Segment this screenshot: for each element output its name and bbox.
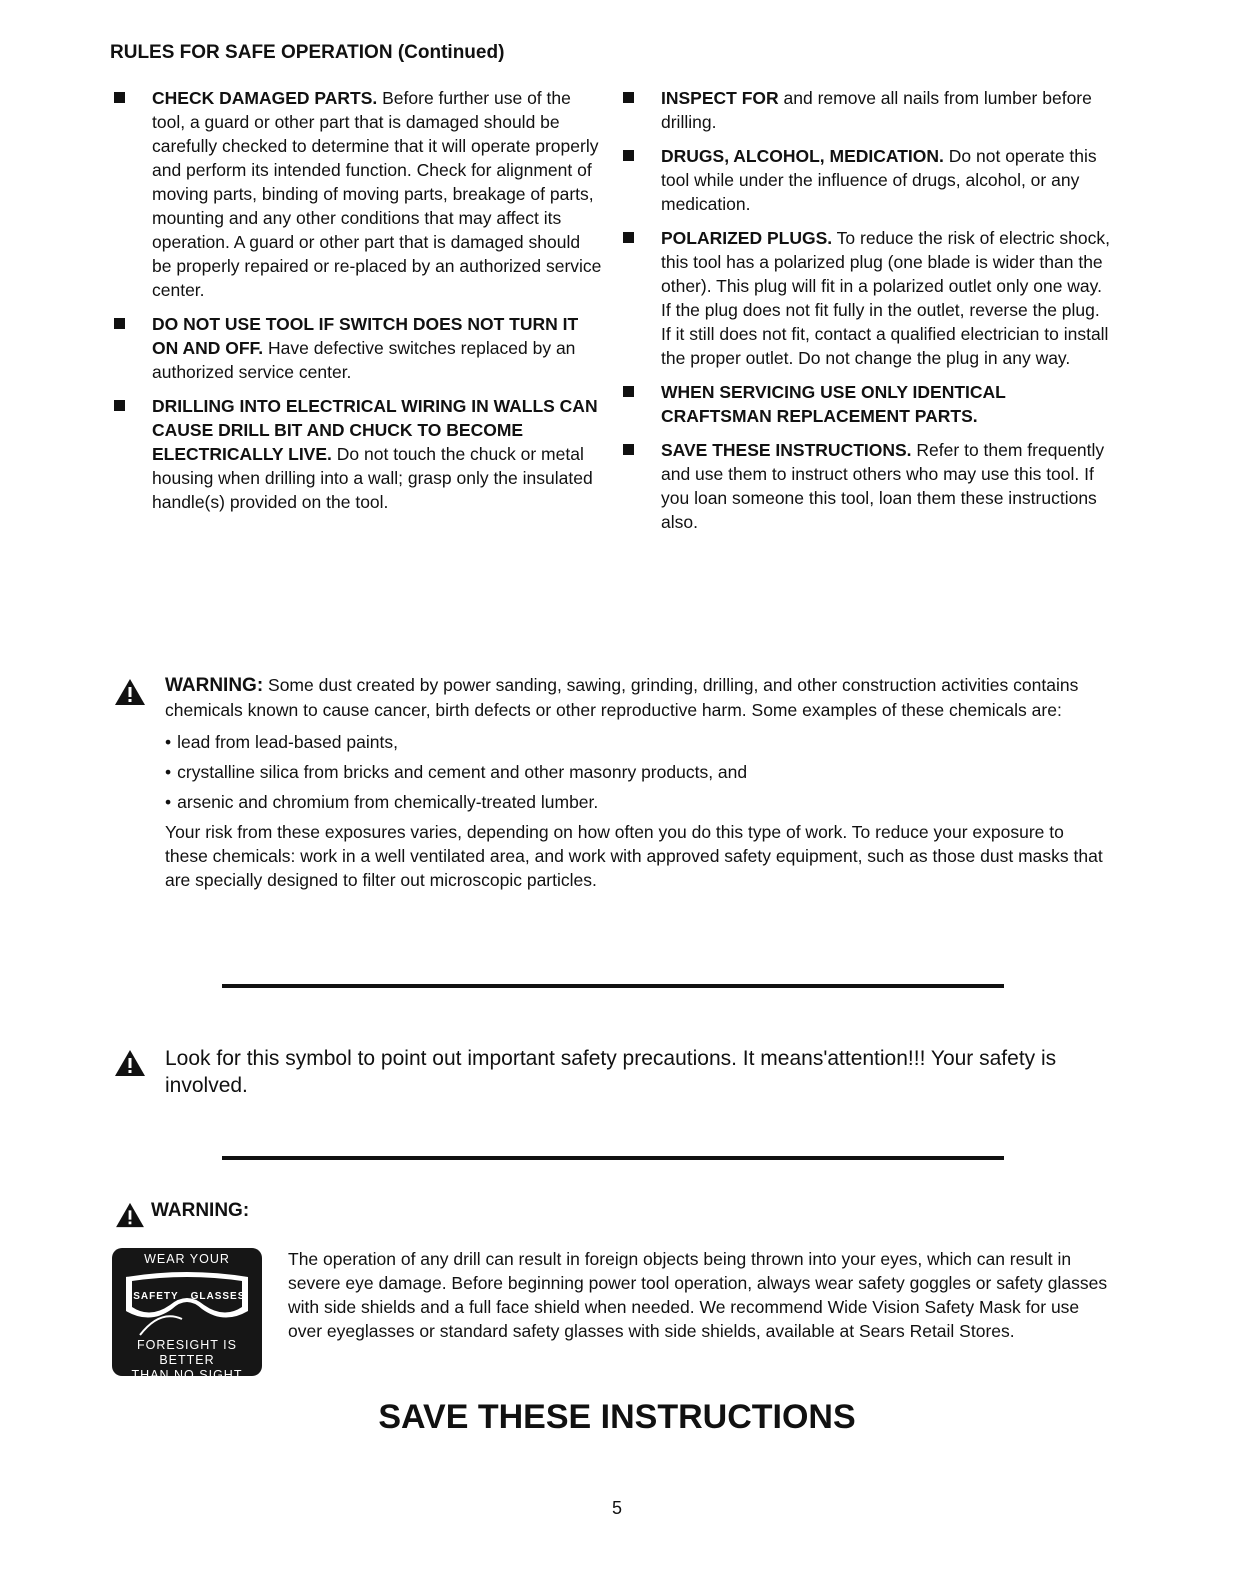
rule-title: CHECK DAMAGED PARTS.	[152, 88, 378, 108]
symbol-note-text: Look for this symbol to point out important safety precautions. It means'attention!!! Your safety is involved.	[165, 1047, 1057, 1097]
square-bullet-icon	[623, 92, 634, 103]
rule-item	[622, 144, 1112, 216]
rule-title: SAVE THESE INSTRUCTIONS.	[661, 440, 912, 460]
square-bullet-icon	[623, 444, 634, 455]
rule-item	[113, 394, 603, 514]
square-bullet-icon	[623, 232, 634, 243]
rule-item	[622, 86, 1112, 134]
dust-warning-intro: Some dust created by power sanding, sawing, grinding, drilling, and other construction activities contains chemicals known to cause cancer, birth defects or other reproductive harm. Some examples of these chemicals are:	[165, 675, 1079, 720]
safety-glasses-badge	[112, 1248, 262, 1382]
rule-item	[622, 438, 1112, 534]
right-rules-column	[622, 86, 1112, 544]
rule-text: Do not touch the chuck or metal housing when drilling into a wall; grasp only the insulated handle(s) provided on the tool.	[152, 444, 593, 512]
rule-text: Do not operate this tool while under the influence of drugs, alcohol, or any medication.	[661, 146, 1097, 214]
left-rules-column	[113, 86, 603, 524]
eye-warning-label: WARNING:	[151, 1200, 250, 1221]
dust-warning	[110, 673, 1110, 892]
rule-text: To reduce the risk of electric shock, this tool has a polarized plug (one blade is wider than the other). This plug will fit in a polarized outlet only one way. If the plug does not fit fully in the outlet, reverse the plug. If it still does not fit, contact a qualified electrician to install the proper outlet. Do not change the plug in any way.	[661, 228, 1110, 368]
divider	[222, 984, 1004, 988]
page-heading: RULES FOR SAFE OPERATION (Continued)	[110, 42, 505, 63]
rule-title: WHEN SERVICING USE ONLY IDENTICAL CRAFTSMAN REPLACEMENT PARTS.	[661, 382, 1006, 426]
square-bullet-icon	[114, 400, 125, 411]
rule-text: Before further use of the tool, a guard or other part that is damaged should be carefully checked to determine that it will operate properly and perform its intended function. Check for alignment of moving parts, binding of moving parts, breakage of parts, mounting and any other conditions that may affect its operation. A guard or other part that is damaged should be properly repaired or re-placed by an authorized service center.	[152, 88, 602, 300]
list-item: • lead from lead-based paints,	[165, 730, 1110, 754]
eye-warning-text: The operation of any drill can result in foreign objects being thrown into your eyes, which can result in severe eye damage. Before beginning power tool operation, always wear safety goggles or safety glasses with side shields and a full face shield when needed. We recommend Wide Vision Safety Mask for use over eyeglasses or standard safety glasses with side shields, available at Sears Retail Stores.	[288, 1249, 1108, 1341]
badge-bottom-line: THAN NO SIGHT	[131, 1368, 243, 1382]
badge-glasses-text: GLASSES	[190, 1291, 246, 1302]
square-bullet-icon	[623, 150, 634, 161]
rule-title: POLARIZED PLUGS.	[661, 228, 833, 248]
rule-item	[113, 86, 603, 302]
rule-title: DO NOT USE TOOL IF SWITCH DOES NOT TURN IT ON AND OFF.	[152, 314, 579, 358]
dust-warning-risk: Your risk from these exposures varies, depending on how often you do this type of work. To reduce your exposure to these chemicals: work in a well ventilated area, and work with approved safety equipment, such as those dust masks that are specially designed to filter out microscopic particles.	[165, 822, 1103, 890]
badge-bottom-text	[112, 1338, 262, 1383]
eye-warning-heading	[115, 1200, 249, 1222]
symbol-note	[110, 1045, 1120, 1099]
list-item: • arsenic and chromium from chemically-treated lumber.	[165, 790, 1110, 814]
list-item: • crystalline silica from bricks and cement and other masonry products, and	[165, 760, 1110, 784]
rule-title: DRUGS, ALCOHOL, MEDICATION.	[661, 146, 944, 166]
warning-triangle-icon	[114, 1049, 146, 1077]
save-instructions-heading: SAVE THESE INSTRUCTIONS	[378, 1398, 856, 1436]
rule-item	[113, 312, 603, 384]
divider	[222, 1156, 1004, 1160]
square-bullet-icon	[623, 386, 634, 397]
rule-item	[622, 226, 1112, 370]
badge-top-text: WEAR YOUR	[144, 1252, 230, 1266]
chemical-list	[165, 730, 1110, 814]
rule-title: INSPECT FOR	[661, 88, 779, 108]
rule-text: Have defective switches replaced by an authorized service center.	[152, 338, 576, 382]
warning-triangle-icon	[115, 1202, 145, 1228]
square-bullet-icon	[114, 318, 125, 329]
warning-triangle-icon	[114, 678, 146, 706]
page-number: 5	[611, 1498, 622, 1518]
badge-bottom-line: FORESIGHT IS BETTER	[137, 1338, 237, 1367]
badge-safety-text: SAFETY	[133, 1291, 179, 1302]
rule-item	[622, 380, 1112, 428]
rule-text: and remove all nails from lumber before drilling.	[661, 88, 1092, 132]
safety-goggles-icon	[120, 1269, 254, 1337]
square-bullet-icon	[114, 92, 125, 103]
rule-text: Refer to them frequently and use them to instruct others who may use this tool. If you loan someone this tool, loan them these instructions also.	[661, 440, 1105, 532]
rule-title: DRILLING INTO ELECTRICAL WIRING IN WALLS CAN CAUSE DRILL BIT AND CHUCK TO BECOME ELECTRICALLY LIVE.	[152, 396, 598, 464]
dust-warning-label: WARNING:	[165, 675, 264, 696]
